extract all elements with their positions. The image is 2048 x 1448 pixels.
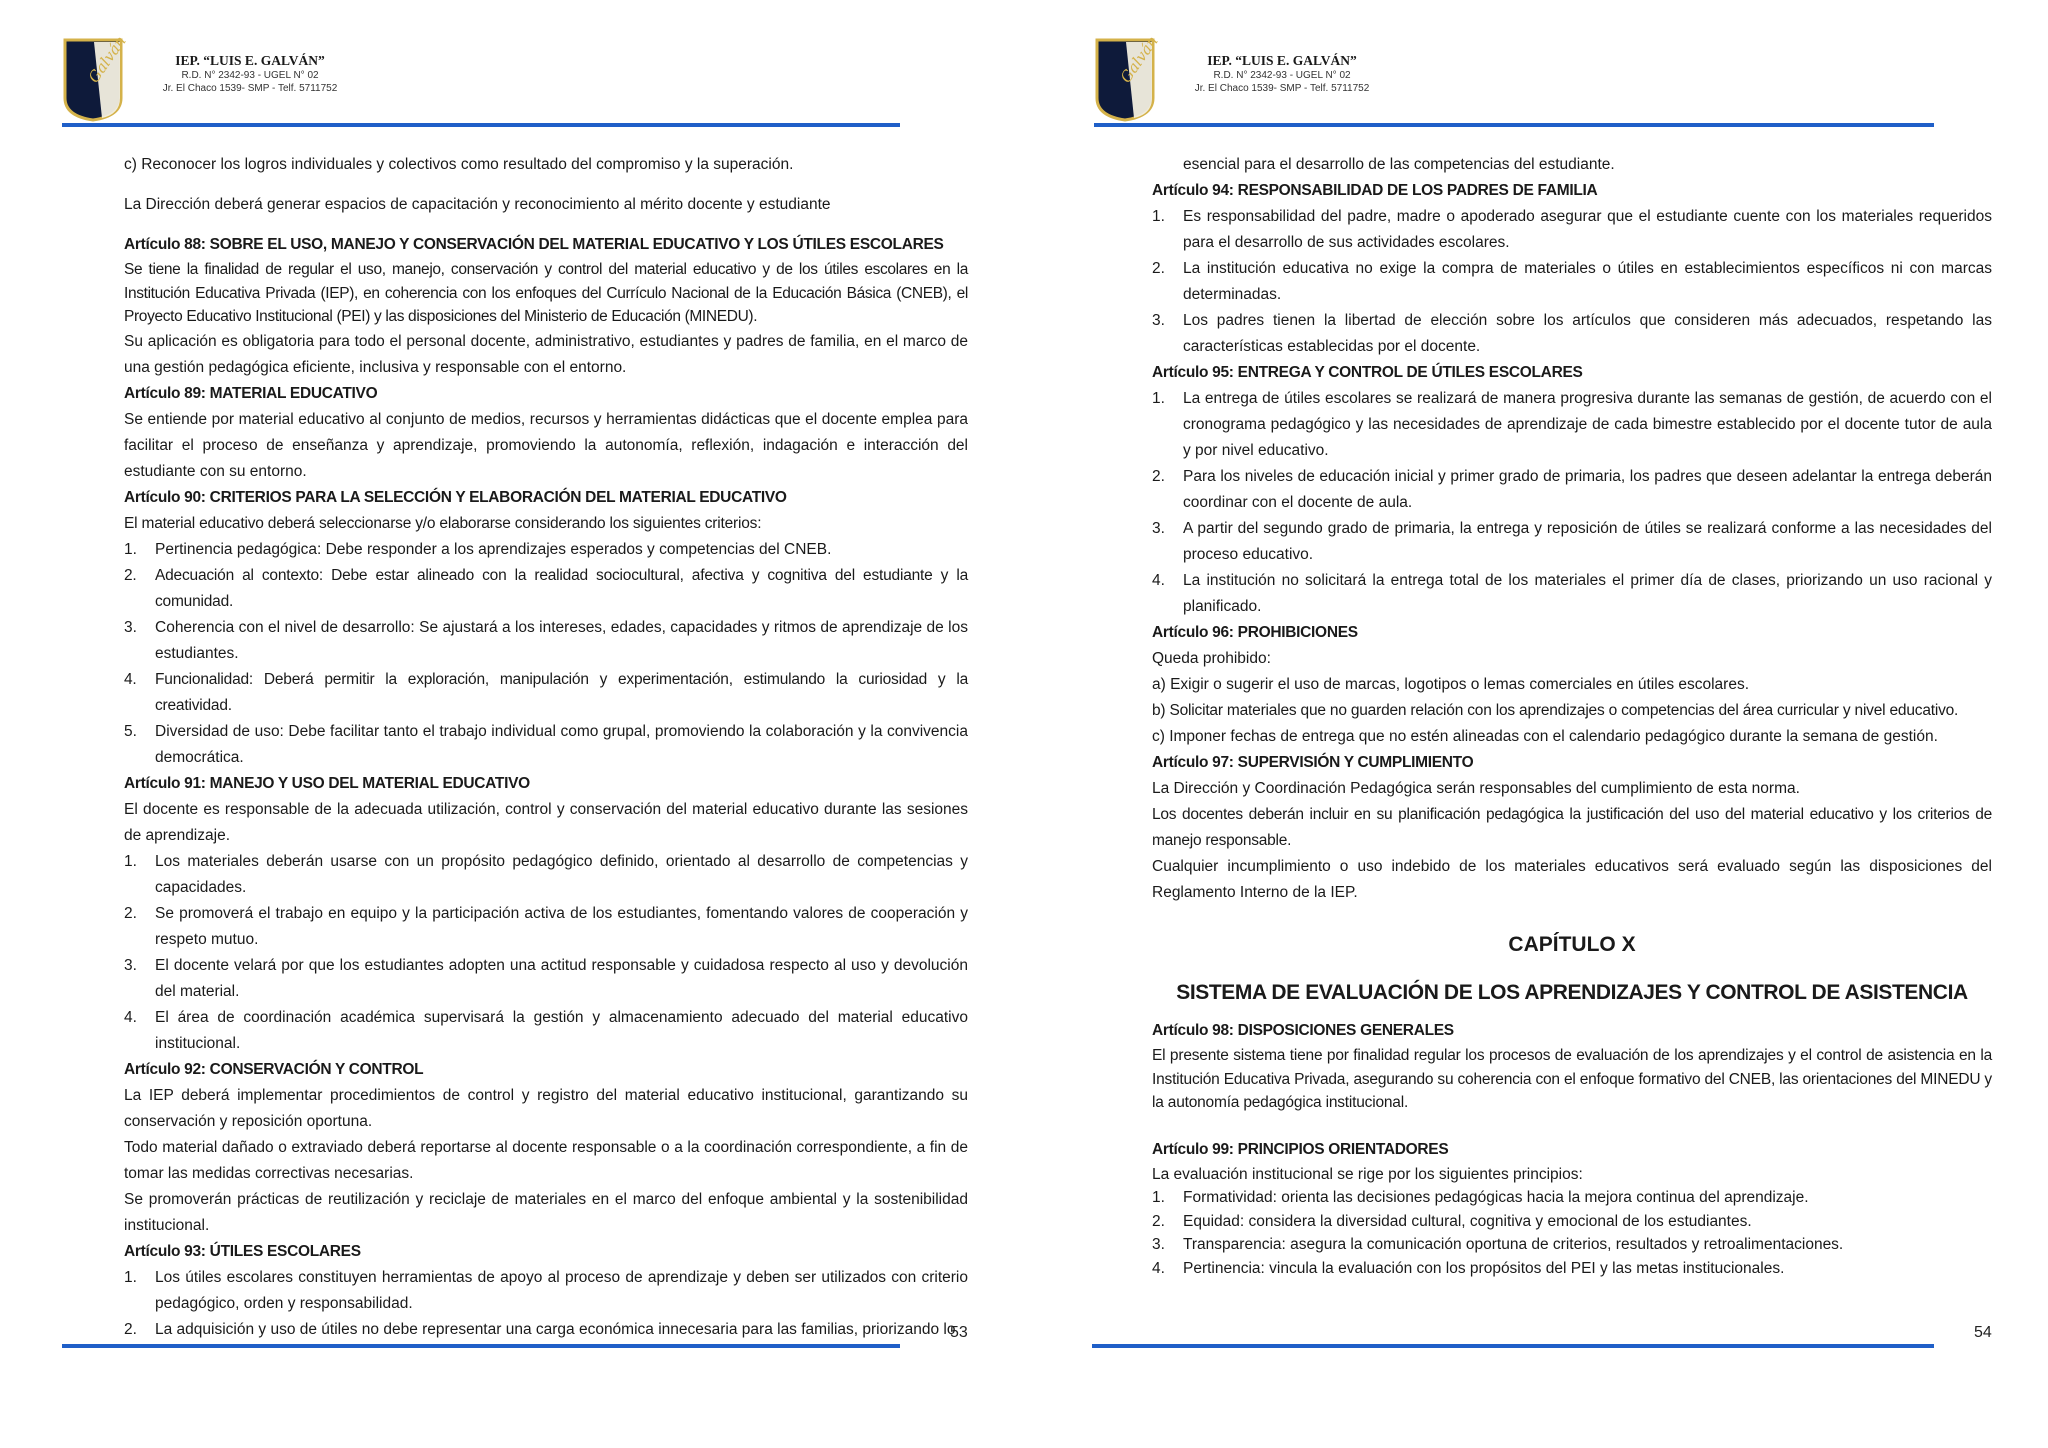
list-item: 2. La institución educativa no exige la compra de materiales o útiles en establecimientos específicos ni con marcas determinadas.: [1152, 260, 1992, 303]
paragraph: Queda prohibido:: [1152, 650, 1271, 667]
article-95-list: [1152, 386, 1992, 620]
paragraph: Se tiene la finalidad de regular el uso, manejo, conservación y control del material educativo y de los útiles escolares en la Institución Educativa Privada (IEP), en coherencia con los enfoques del Currículo Nacional de la Educación Básica (CNEB), el Proyecto Educativo Institucional (PEI) y las disposiciones del Ministerio de Educación (MINEDU).: [124, 261, 968, 325]
school-info: [140, 53, 360, 95]
school-rd: R.D. N° 2342-93 - UGEL N° 02: [181, 70, 319, 81]
article-93-list: [124, 1265, 968, 1343]
paragraph: La evaluación institucional se rige por los siguientes principios:: [1152, 1165, 1583, 1183]
paragraph: esencial para el desarrollo de las competencias del estudiante.: [1183, 156, 1615, 173]
school-rd: R.D. N° 2342-93 - UGEL N° 02: [1213, 70, 1351, 81]
school-name: IEP. “LUIS E. GALVÁN”: [175, 53, 325, 68]
list-item: 1. La entrega de útiles escolares se realizará de manera progresiva durante las semanas de gestión, de acuerdo con el cronograma pedagógico y las necesidades de aprendizaje de cada bimestre establecido por el docente tutor de aula y por nivel educativo.: [1152, 390, 1992, 459]
paragraph: c) Imponer fechas de entrega que no estén alineadas con el calendario pedagógico durante la semana de gestión.: [1152, 728, 1938, 745]
list-item: 2. La adquisición y uso de útiles no debe representar una carga económica innecesaria para las familias, priorizando lo: [124, 1320, 956, 1338]
article-96-title: Artículo 96: PROHIBICIONES: [1152, 624, 1358, 641]
list-item: 3. A partir del segundo grado de primaria, la entrega y reposición de útiles se realizará conforme a las necesidades del proceso educativo.: [1152, 520, 1992, 563]
list-item: 3. Transparencia: asegura la comunicación oportuna de criterios, resultados y retroalimentaciones.: [1152, 1236, 1844, 1253]
list-item: 2. Se promoverá el trabajo en equipo y la participación activa de los estudiantes, fomentando valores de cooperación y respeto mutuo.: [124, 904, 968, 948]
article-94-list: [1152, 204, 1992, 360]
list-item: 1. Es responsabilidad del padre, madre o apoderado asegurar que el estudiante cuente con los materiales requeridos para el desarrollo de sus actividades escolares.: [1152, 208, 1992, 251]
paragraph: Se entiende por material educativo al conjunto de medios, recursos y herramientas didácticas que el docente emplea para facilitar el proceso de enseñanza y aprendizaje, promoviendo la autonomía, reflexión, indagación e interacción del estudiante con su entorno.: [124, 410, 968, 480]
article-89-title: Artículo 89: MATERIAL EDUCATIVO: [124, 384, 378, 402]
paragraph: Su aplicación es obligatoria para todo el personal docente, administrativo, estudiantes y padres de familia, en el marco de una gestión pedagógica eficiente, inclusiva y responsable con el entorno.: [124, 332, 968, 376]
list-item: 5. Diversidad de uso: Debe facilitar tanto el trabajo individual como grupal, promoviendo la colaboración y la convivencia democrática.: [124, 722, 968, 766]
list-item: 2. Adecuación al contexto: Debe estar alineado con la realidad sociocultural, afectiva y cognitiva del estudiante y la comunidad.: [124, 566, 968, 610]
page-body: [124, 152, 968, 1343]
article-95-title: Artículo 95: ENTREGA Y CONTROL DE ÚTILES ESCOLARES: [1152, 364, 1583, 381]
paragraph: Los docentes deberán incluir en su planificación pedagógica la justificación del uso del material educativo y los criterios de manejo responsable.: [1152, 806, 1992, 849]
school-name: IEP. “LUIS E. GALVÁN”: [1207, 53, 1357, 68]
article-99-list: [1152, 1186, 1992, 1280]
list-item: 1. Pertinencia pedagógica: Debe responder a los aprendizajes esperados y competencias del CNEB.: [124, 540, 832, 558]
header-rule: [1094, 123, 1934, 127]
chapter-number: CAPÍTULO X: [1508, 933, 1636, 956]
article-90-title: Artículo 90: CRITERIOS PARA LA SELECCIÓN Y ELABORACIÓN DEL MATERIAL EDUCATIVO: [124, 488, 787, 506]
article-98-title: Artículo 98: DISPOSICIONES GENERALES: [1152, 1022, 1454, 1039]
list-item: 1. Los útiles escolares constituyen herramientas de apoyo al proceso de aprendizaje y deben ser utilizados con criterio pedagógico, orden y responsabilidad.: [124, 1268, 968, 1312]
paragraph: La Dirección deberá generar espacios de capacitación y reconocimiento al mérito docente y estudiante: [124, 196, 831, 213]
paragraph: b) Solicitar materiales que no guarden relación con los aprendizajes o competencias del área curricular y nivel educativo.: [1152, 702, 1959, 719]
article-92-title: Artículo 92: CONSERVACIÓN Y CONTROL: [124, 1060, 424, 1078]
list-item: 1. Formatividad: orienta las decisiones pedagógicas hacia la mejora continua del aprendizaje.: [1152, 1189, 1809, 1206]
school-info: [1172, 53, 1392, 95]
paragraph: c) Reconocer los logros individuales y colectivos como resultado del compromiso y la superación.: [124, 156, 794, 173]
list-item: 3. El docente velará por que los estudiantes adopten una actitud responsable y cuidadosa respecto al uso y devolución del material.: [124, 956, 968, 1000]
svg-text:Galván: Galván: [1116, 32, 1162, 87]
article-99-title: Artículo 99: PRINCIPIOS ORIENTADORES: [1152, 1140, 1449, 1158]
article-88-title: Artículo 88: SOBRE EL USO, MANEJO Y CONSERVACIÓN DEL MATERIAL EDUCATIVO Y LOS ÚTILES ESCOLARES: [124, 236, 944, 253]
page-number: 53: [950, 1324, 968, 1341]
header-rule: [62, 123, 900, 127]
article-97-title: Artículo 97: SUPERVISIÓN Y CUMPLIMIENTO: [1152, 754, 1474, 771]
paragraph: Todo material dañado o extraviado deberá reportarse al docente responsable o a la coordinación correspondiente, a fin de tomar las medidas correctivas necesarias.: [124, 1138, 968, 1182]
school-logo-icon: [62, 32, 130, 122]
list-item: 2. Equidad: considera la diversidad cultural, cognitiva y emocional de los estudiantes.: [1152, 1212, 1752, 1230]
list-item: 2. Para los niveles de educación inicial y primer grado de primaria, los padres que deseen adelantar la entrega deberán coordinar con el docente de aula.: [1152, 468, 1992, 511]
paragraph: El presente sistema tiene por finalidad regular los procesos de evaluación de los aprendizajes y el control de asistencia en la Institución Educativa Privada, asegurando su coherencia con el enfoque formativo del CNEB, las orientaciones del MINEDU y la autonomía pedagógica institucional.: [1152, 1047, 1992, 1111]
paragraph: El material educativo deberá seleccionarse y/o elaborarse considerando los siguientes criterios:: [124, 514, 762, 532]
school-logo-icon: [1094, 32, 1162, 122]
page-right: [1024, 0, 2048, 1448]
article-93-title: Artículo 93: ÚTILES ESCOLARES: [124, 1242, 361, 1260]
school-address: Jr. El Chaco 1539- SMP - Telf. 5711752: [162, 83, 338, 94]
svg-text:Galván: Galván: [84, 32, 130, 87]
chapter-title: SISTEMA DE EVALUACIÓN DE LOS APRENDIZAJES Y CONTROL DE ASISTENCIA: [1176, 981, 1968, 1004]
list-item: 4. La institución no solicitará la entrega total de los materiales el primer día de clases, priorizando un uso racional y planificado.: [1152, 572, 1992, 615]
paragraph: El docente es responsable de la adecuada utilización, control y conservación del material educativo durante las sesiones de aprendizaje.: [124, 800, 968, 844]
paragraph: Cualquier incumplimiento o uso indebido de los materiales educativos será evaluado según las disposiciones del Reglamento Interno de la IEP.: [1152, 858, 1992, 901]
article-91-title: Artículo 91: MANEJO Y USO DEL MATERIAL EDUCATIVO: [124, 774, 530, 792]
list-item: 4. Funcionalidad: Deberá permitir la exploración, manipulación y experimentación, estimulando la curiosidad y la creatividad.: [124, 670, 968, 714]
article-91-list: [124, 849, 968, 1057]
footer-rule: [62, 1344, 900, 1348]
article-90-list: [124, 537, 968, 771]
school-address: Jr. El Chaco 1539- SMP - Telf. 5711752: [1194, 83, 1370, 94]
list-item: 4. Pertinencia: vincula la evaluación con los propósitos del PEI y las metas institucionales.: [1152, 1259, 1785, 1277]
page-number: 54: [1974, 1324, 1992, 1341]
paragraph: La Dirección y Coordinación Pedagógica serán responsables del cumplimiento de esta norma.: [1152, 780, 1800, 797]
list-item: 4. El área de coordinación académica supervisará la gestión y almacenamiento adecuado del material educativo institucional.: [124, 1008, 968, 1052]
list-item: 3. Coherencia con el nivel de desarrollo: Se ajustará a los intereses, edades, capacidades y ritmos de aprendizaje de los estudiantes.: [124, 618, 968, 662]
paragraph: a) Exigir o sugerir el uso de marcas, logotipos o lemas comerciales en útiles escolares.: [1152, 676, 1750, 693]
list-item: 1. Los materiales deberán usarse con un propósito pedagógico definido, orientado al desarrollo de competencias y capacidades.: [124, 852, 968, 896]
article-94-title: Artículo 94: RESPONSABILIDAD DE LOS PADRES DE FAMILIA: [1152, 182, 1598, 199]
paragraph: Se promoverán prácticas de reutilización y reciclaje de materiales en el marco del enfoque ambiental y la sostenibilidad institucional.: [124, 1190, 968, 1234]
paragraph: La IEP deberá implementar procedimientos de control y registro del material educativo institucional, garantizando su conservación y reposición oportuna.: [124, 1086, 968, 1130]
page-body: [1152, 152, 1992, 1280]
footer-rule: [1092, 1344, 1934, 1348]
list-item: 3. Los padres tienen la libertad de elección sobre los artículos que consideren más adecuados, respetando las características establecidas por el docente.: [1152, 312, 1992, 355]
